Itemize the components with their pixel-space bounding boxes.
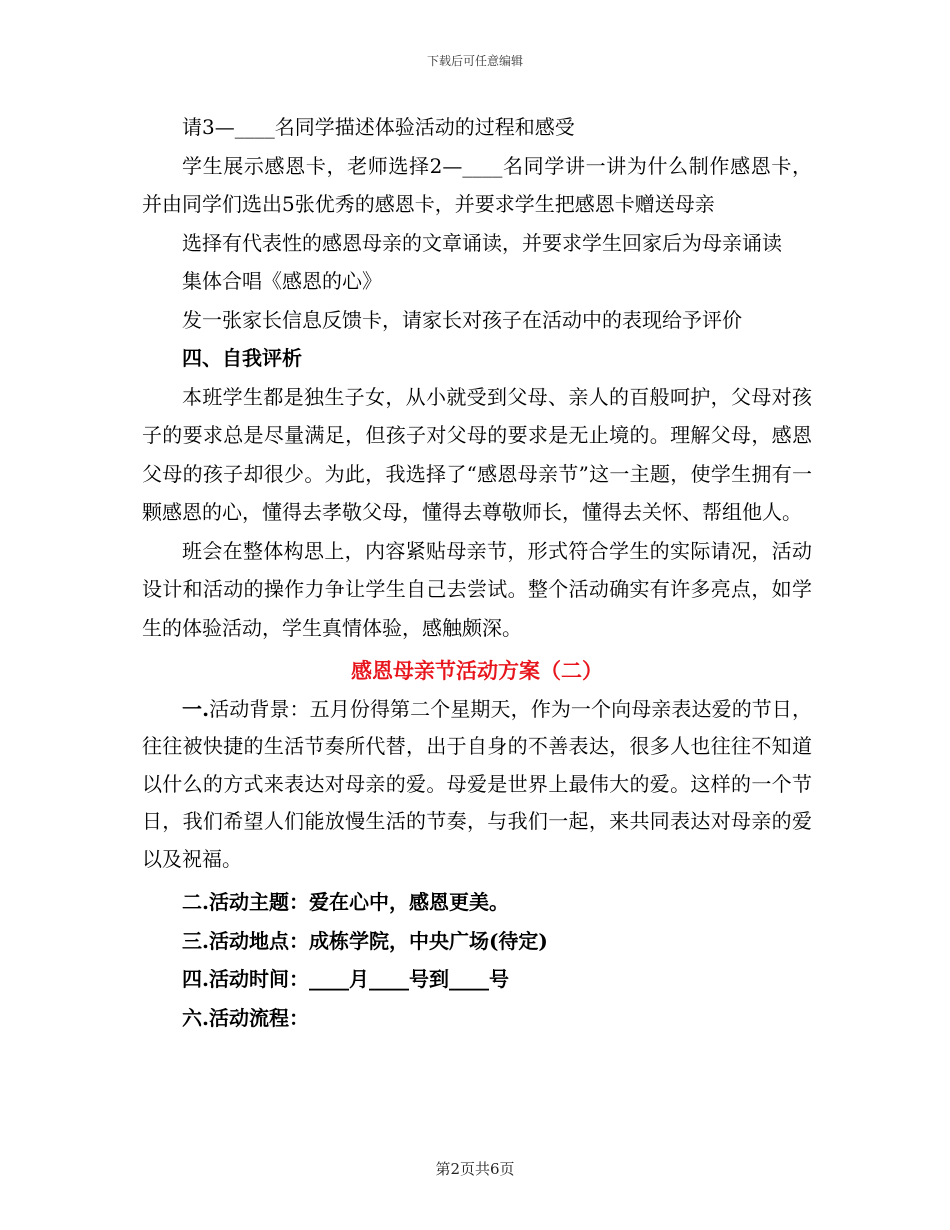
activity-time: 四.活动时间：____月____号到____号: [182, 967, 509, 991]
page-header: 下载后可任意编辑: [426, 54, 523, 68]
paragraph-thanks-cards: 学生展示感恩卡，老师选择2—____名同学讲一讲为什么制作感恩卡，并由同学们选出5张优秀的感恩卡，并要求学生把感恩卡赠送母亲: [142, 153, 812, 216]
paragraph-self-evaluation-2: 班会在整体构思上，内容紧贴母亲节，形式符合学生的实际请况，活动设计和活动的操作力争让学生自己去尝试。整个活动确实有许多亮点，如学生的体验活动，学生真情体验，感触颇深。: [142, 538, 812, 640]
paragraph-activity-background: [142, 691, 812, 879]
paragraph-chorus: 集体合唱《感恩的心》: [182, 269, 382, 293]
section-heading-self-evaluation: 四、自我评析: [182, 346, 302, 370]
paragraph-feedback-card: 发一张家长信息反馈卡，请家长对孩子在活动中的表现给予评价: [182, 307, 742, 332]
activity-background-text: 活动背景：五月份得第二个星期天，作为一个向母亲表达爱的节日，往往被快捷的生活节奏所代替，出于自身的不善表达，很多人也往往不知道以什么的方式来表达对母亲的爱。母爱是世界上最伟大的爱。这样的一个节日，我们希望人们能放慢生活的节奏，与我们一起，来共同表达对母亲的爱以及祝福。: [142, 696, 812, 871]
activity-theme: 二.活动主题：爱在心中，感恩更美。: [182, 890, 509, 914]
paragraph-describe-experience: 请3—____名同学描述体验活动的过程和感受: [182, 115, 575, 139]
activity-process: 六.活动流程：: [182, 1005, 309, 1030]
page-footer: 第2页共6页: [435, 1160, 515, 1178]
activity-location: 三.活动地点：成栋学院，中央广场(待定): [182, 928, 548, 953]
document-body: [142, 108, 812, 1037]
plan-title: 感恩母亲节活动方案（二）: [351, 658, 603, 683]
section-number-1: 一.: [182, 696, 210, 721]
paragraph-self-evaluation-1: 本班学生都是独生子女，从小就受到父母、亲人的百般呵护，父母对孩子的要求总是尽量满足，但孩子对父母的要求是无止境的。理解父母，感恩父母的孩子却很少。为此，我选择了“感恩母亲节”这一主题，使学生拥有一颗感恩的心，懂得去孝敬父母，懂得去尊敬师长，懂得去关怀、帮组他人。: [142, 384, 812, 524]
paragraph-article-reading: 选择有代表性的感恩母亲的文章诵读，并要求学生回家后为母亲诵读: [182, 230, 782, 255]
